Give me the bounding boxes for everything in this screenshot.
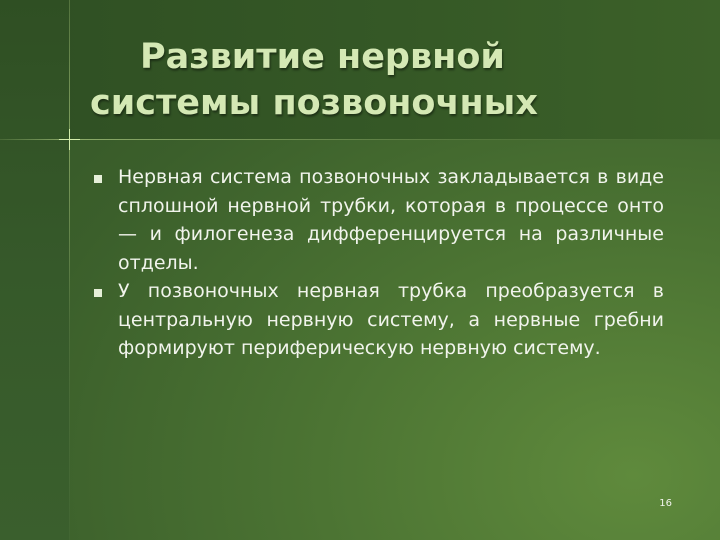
page-number: 16 (659, 498, 672, 509)
square-bullet-icon (94, 175, 102, 183)
sparkle-icon (59, 129, 80, 150)
bullet-text: У позвоночных нервная трубка преобразуется в центральную нервную систему, а нервные гребни формируют периферическую нервную систему. (118, 280, 664, 359)
slide-title (90, 34, 650, 126)
slide-title-line-1: Развитие нервной (140, 37, 505, 77)
vertical-rule (69, 0, 70, 540)
left-band (0, 0, 70, 540)
horizontal-rule (0, 139, 720, 140)
bullet-list (90, 163, 664, 363)
slide-title-line-2: системы позвоночных (90, 83, 538, 123)
bullet-text: Нервная система позвоночных закладывается в виде сплошной нервной трубки, которая в процессе онто— и филогенеза дифференцируется на различные отделы. (118, 166, 664, 274)
square-bullet-icon (94, 289, 102, 297)
bullet-item (90, 277, 664, 363)
bullet-item (90, 163, 664, 277)
